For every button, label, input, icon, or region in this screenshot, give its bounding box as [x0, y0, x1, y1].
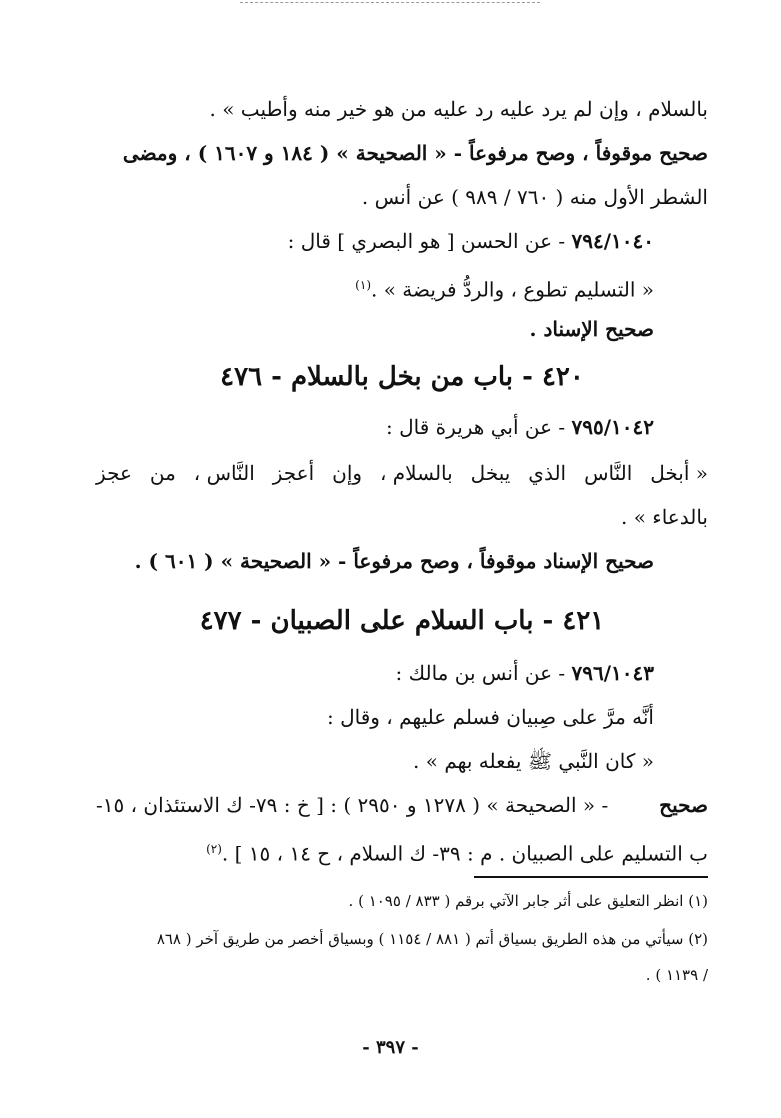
grade-sources-cont: ب التسليم على الصبيان . م : ٣٩- ك السلام ، ح ١٤ ، ١٥ ] .	[221, 841, 708, 866]
hadith-text-795	[96, 460, 708, 486]
grade-sources: - « الصحيحة » ( ١٢٧٨ و ٢٩٥٠ ) : [ خ : ٧٩- ك الاستئذان ، ١٥-	[96, 793, 609, 817]
word: يبخل	[470, 461, 511, 485]
grading-text: صحيح موقوفاً ، وصح مرفوعاً - « الصحيحة » ( ١٨٤ و ١٦٠٧ ) ، ومضى	[122, 141, 708, 165]
hadith-number: ٧٩٥/١٠٤٢	[571, 415, 654, 439]
hadith-grade-796-cont	[206, 836, 708, 867]
footnote-separator	[474, 876, 708, 878]
footnote-2-cont: / ١١٣٩ ) .	[645, 966, 708, 984]
page-number: - ٣٩٧ -	[362, 1037, 419, 1058]
chapter-heading-421: ٤٢١ - باب السلام على الصبيان - ٤٧٧	[199, 606, 605, 636]
word: الذي	[528, 461, 567, 485]
hadith-number: ٧٩٤/١٠٤٠	[571, 229, 654, 253]
top-edge-line	[240, 2, 540, 3]
hadith-header-795	[386, 414, 708, 440]
hadith-text-794	[355, 272, 708, 303]
chapter-heading-420: ٤٢٠ - باب من بخل بالسلام - ٤٧٦	[220, 362, 584, 392]
hadith-chain: - عن أنس بن مالك :	[395, 661, 566, 685]
footnote-ref: (٢)	[206, 842, 222, 856]
word: النَّاس ،	[193, 461, 255, 485]
hadith-header-794	[288, 228, 708, 254]
footnote-2: (٢) سيأتي من هذه الطريق بسياق أتم ( ٨٨١ / ١١٥٤ ) وبسياق أخصر من طريق آخر ( ٨٦٨	[156, 930, 708, 948]
footnote-ref: (١)	[355, 278, 371, 292]
hadith-text-796-cont: « كان النَّبي ﷺ يفعله بهم » .	[413, 749, 654, 773]
word: عجز	[96, 461, 132, 485]
hadith-text: « التسليم تطوع ، والردُّ فريضة » .	[371, 277, 654, 302]
hadith-grade-795: صحيح الإسناد موقوفاً ، وصح مرفوعاً - « الصحيحة » ( ٦٠١ ) .	[134, 549, 654, 573]
hadith-chain: - عن أبي هريرة قال :	[386, 415, 566, 439]
word: أعجز	[272, 461, 315, 485]
hadith-text-796: أنَّه مرَّ على صِبيان فسلم عليهم ، وقال :	[326, 705, 654, 729]
word: « أبخل	[650, 461, 708, 485]
paragraph-line: بالسلام ، وإن لم يرد عليه رد عليه من هو خير منه وأطيب » .	[209, 97, 708, 121]
hadith-header-796	[396, 660, 708, 686]
grade-word: صحيح	[659, 793, 708, 817]
hadith-grade-796	[96, 792, 708, 818]
hadith-grade-794: صحيح الإسناد .	[529, 317, 654, 341]
word: من	[149, 461, 176, 485]
footnote-1: (١) انظر التعليق على أثر جابر الآتي برقم ( ٨٣٣ / ١٠٩٥ ) .	[348, 892, 708, 910]
word: بالسلام ،	[379, 461, 453, 485]
hadith-chain: - عن الحسن [ هو البصري ] قال :	[287, 229, 566, 253]
hadith-text-795-cont: بالدعاء » .	[621, 505, 708, 529]
word: وإن	[332, 461, 363, 485]
paragraph-line: الشطر الأول منه ( ٧٦٠ / ٩٨٩ ) عن أنس .	[361, 185, 708, 209]
word: النَّاس	[584, 461, 633, 485]
grading-line	[96, 140, 708, 166]
hadith-number: ٧٩٦/١٠٤٣	[571, 661, 654, 685]
